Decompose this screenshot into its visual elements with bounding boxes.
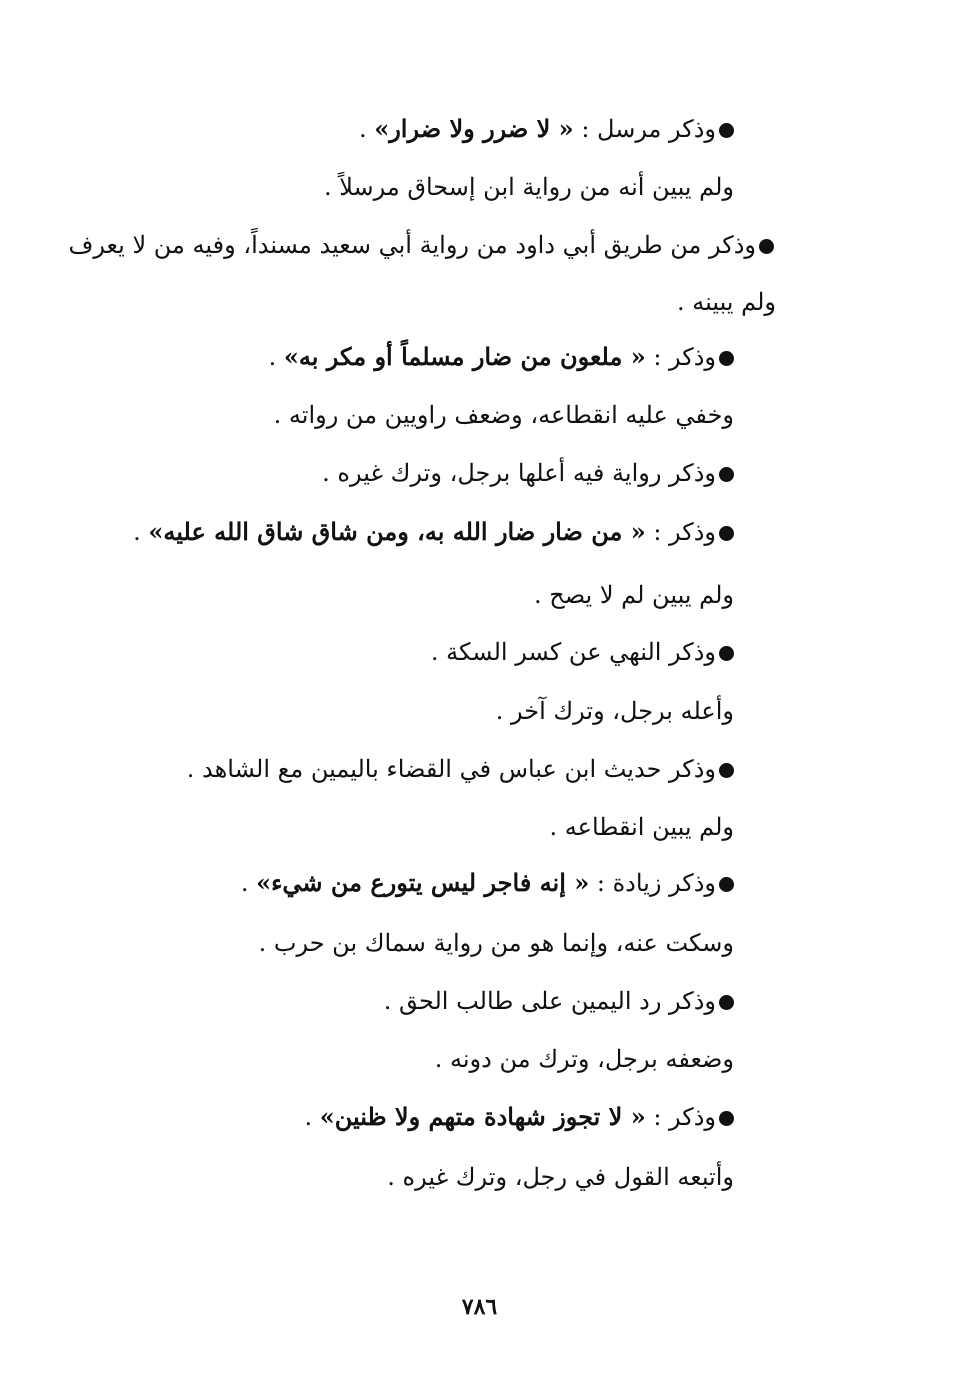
entry-punctuation: . xyxy=(304,1103,320,1131)
hadith-quote: « لا تجوز شهادة متهم ولا ظنين» xyxy=(319,1102,646,1131)
note-line: ولم يبينه . xyxy=(676,288,776,316)
entry-line xyxy=(384,984,734,1018)
entry-text: وذكر : xyxy=(645,518,716,546)
bullet-icon xyxy=(719,351,734,366)
bullet-icon xyxy=(719,877,734,892)
entry-text: وذكر حديث ابن عباس في القضاء باليمين مع الشاهد . xyxy=(186,755,716,783)
hadith-quote: « ملعون من ضار مسلماً أو مكر به» xyxy=(283,342,646,371)
note-line: وخفي عليه انقطاعه، وضعف راويين من رواته . xyxy=(273,401,734,429)
bullet-icon xyxy=(719,763,734,778)
bullet-icon xyxy=(719,646,734,661)
note-line: وسكت عنه، وإنما هو من رواية سماك بن حرب . xyxy=(258,929,734,957)
entry-punctuation: . xyxy=(268,343,284,371)
entry-line xyxy=(133,515,734,549)
bullet-icon xyxy=(719,1111,734,1126)
bullet-icon xyxy=(719,467,734,482)
entry-line xyxy=(187,752,734,786)
entry-line xyxy=(68,228,774,262)
entry-text: وذكر : xyxy=(645,343,716,371)
entry-line xyxy=(359,112,734,146)
entry-text: وذكر رواية فيه أعلها برجل، وترك غيره . xyxy=(322,459,716,487)
note-line: وأعله برجل، وترك آخر . xyxy=(495,697,734,725)
entry-text: وذكر مرسل : xyxy=(573,115,716,143)
bullet-icon xyxy=(759,239,774,254)
entry-line xyxy=(304,1100,734,1134)
hadith-quote: « لا ضرر ولا ضرار» xyxy=(374,114,574,143)
note-line: وأتبعه القول في رجل، وترك غيره . xyxy=(387,1163,734,1191)
entry-punctuation: . xyxy=(133,518,149,546)
entry-text: وذكر النهي عن كسر السكة . xyxy=(430,638,716,666)
entry-text: وذكر زيادة : xyxy=(589,869,716,897)
entry-text: وذكر : xyxy=(645,1103,716,1131)
note-line: ولم يبين أنه من رواية ابن إسحاق مرسلاً . xyxy=(323,173,734,201)
hadith-quote: « من ضار ضار الله به، ومن شاق شاق الله عليه» xyxy=(148,517,646,546)
bullet-icon xyxy=(719,123,734,138)
entry-line xyxy=(241,866,734,900)
page-number: ٧٨٦ xyxy=(461,1294,498,1320)
hadith-quote: « إنه فاجر ليس يتورع من شيء» xyxy=(256,868,590,897)
entry-punctuation: . xyxy=(358,115,375,143)
entry-line xyxy=(269,340,734,374)
entry-text: وذكر رد اليمين على طالب الحق . xyxy=(383,987,716,1015)
entry-line xyxy=(431,635,734,669)
bullet-icon xyxy=(719,526,734,541)
note-line: وضعفه برجل، وترك من دونه . xyxy=(434,1045,734,1073)
entry-line xyxy=(322,456,734,490)
bullet-icon xyxy=(719,995,734,1010)
entry-text: وذكر من طريق أبي داود من رواية أبي سعيد مسنداً، وفيه من لا يعرف xyxy=(68,231,756,259)
note-line: ولم يبين انقطاعه . xyxy=(549,813,734,841)
note-line: ولم يبين لم لا يصح . xyxy=(533,581,734,609)
entry-punctuation: . xyxy=(240,869,257,897)
